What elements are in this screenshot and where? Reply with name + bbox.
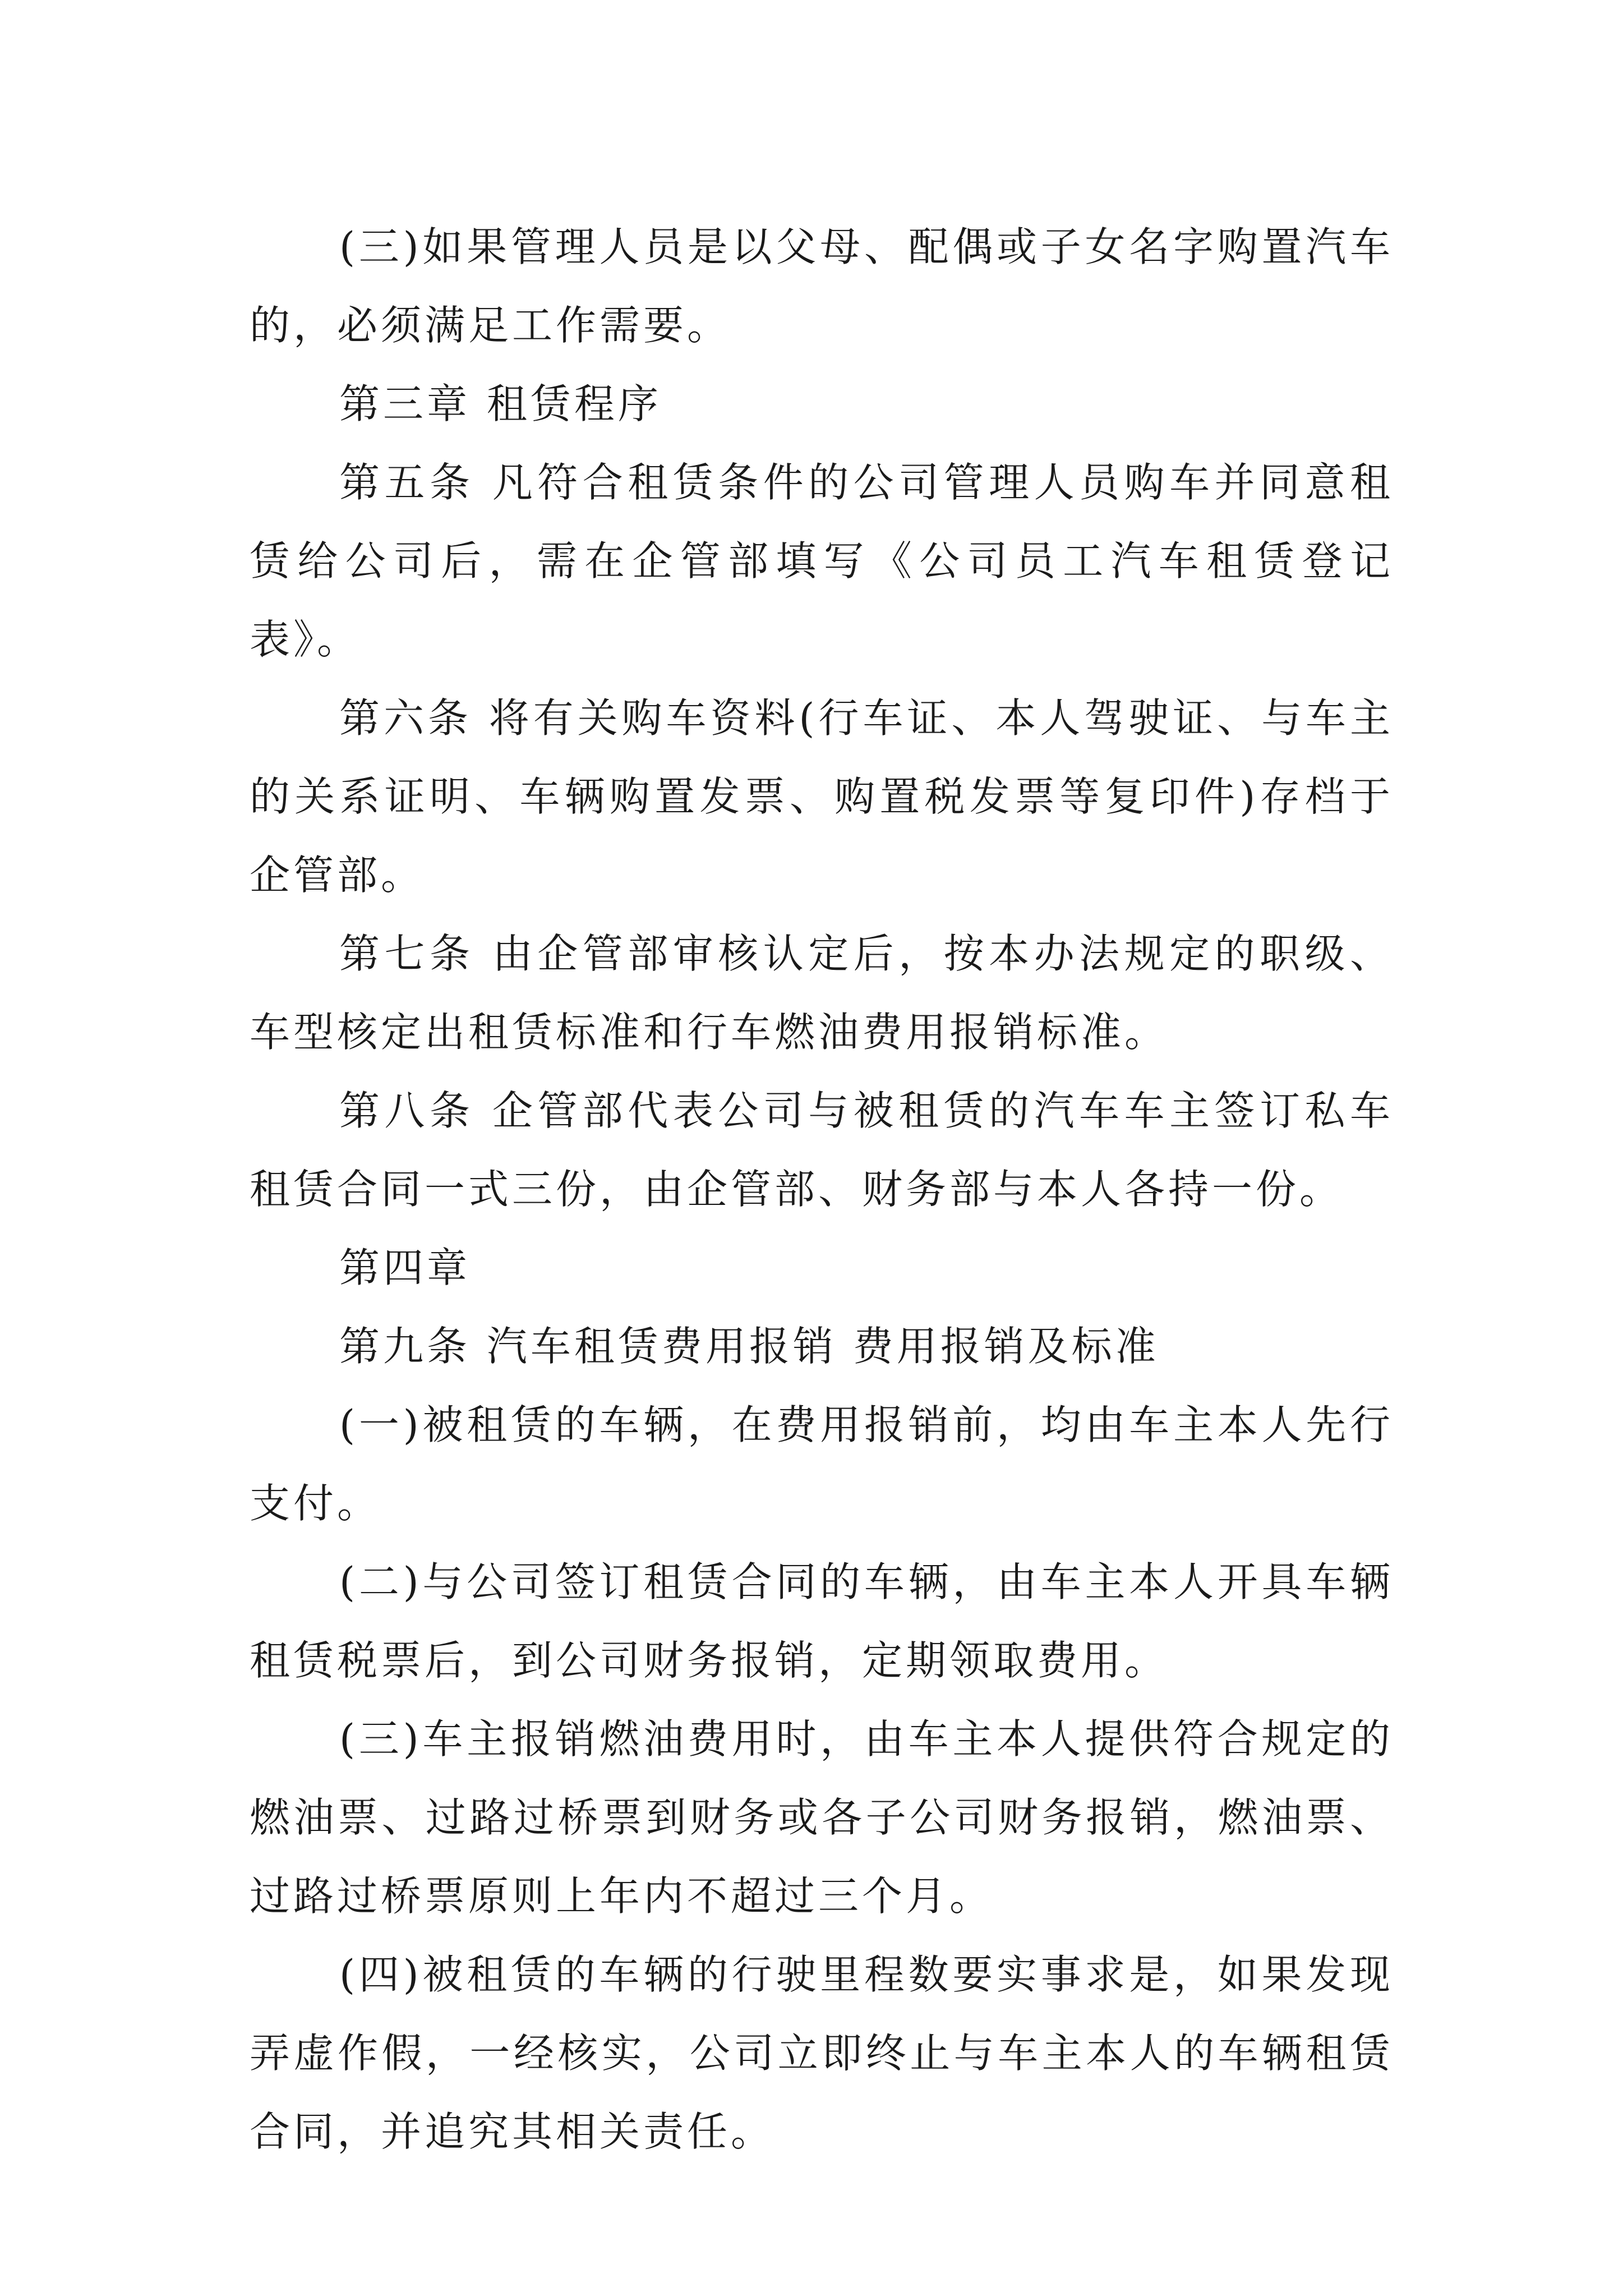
article-5-paragraph: 第五条 凡符合租赁条件的公司管理人员购车并同意租赁给公司后，需在企管部填写《公司员工汽车租赁登记表》。	[250, 459, 1394, 663]
chapter-4-heading: 第四章	[339, 1244, 471, 1291]
article-6-paragraph: 第六条 将有关购车资料(行车证、本人驾驶证、与车主的关系证明、车辆购置发票、购置税发票等复印件)存档于企管部。	[250, 694, 1394, 899]
article-7-paragraph: 第七条 由企管部审核认定后，按本办法规定的职级、车型核定出租赁标准和行车燃油费用报销标准。	[250, 930, 1394, 1056]
paragraph-clause-3-family-purchase: (三)如果管理人员是以父母、配偶或子女名字购置汽车的，必须满足工作需要。	[250, 223, 1394, 349]
chapter-3-heading: 第三章 租赁程序	[339, 380, 662, 427]
article-9-paragraph: 第九条 汽车租赁费用报销 费用报销及标准	[339, 1323, 1159, 1370]
item-2-paragraph: (二)与公司签订租赁合同的车辆，由车主本人开具车辆租赁税票后，到公司财务报销，定期领取费用。	[250, 1558, 1394, 1684]
article-8-paragraph: 第八条 企管部代表公司与被租赁的汽车车主签订私车租赁合同一式三份，由企管部、财务部与本人各持一份。	[250, 1087, 1394, 1213]
item-3-paragraph: (三)车主报销燃油费用时，由车主本人提供符合规定的燃油票、过路过桥票到财务或各子公司财务报销，燃油票、过路过桥票原则上年内不超过三个月。	[250, 1715, 1394, 1920]
item-1-paragraph: (一)被租赁的车辆，在费用报销前，均由车主本人先行支付。	[250, 1401, 1394, 1527]
document-body	[250, 208, 1394, 2171]
item-4-paragraph: (四)被租赁的车辆的行驶里程数要实事求是，如果发现弄虚作假，一经核实，公司立即终止与车主本人的车辆租赁合同，并追究其相关责任。	[250, 1951, 1394, 2155]
